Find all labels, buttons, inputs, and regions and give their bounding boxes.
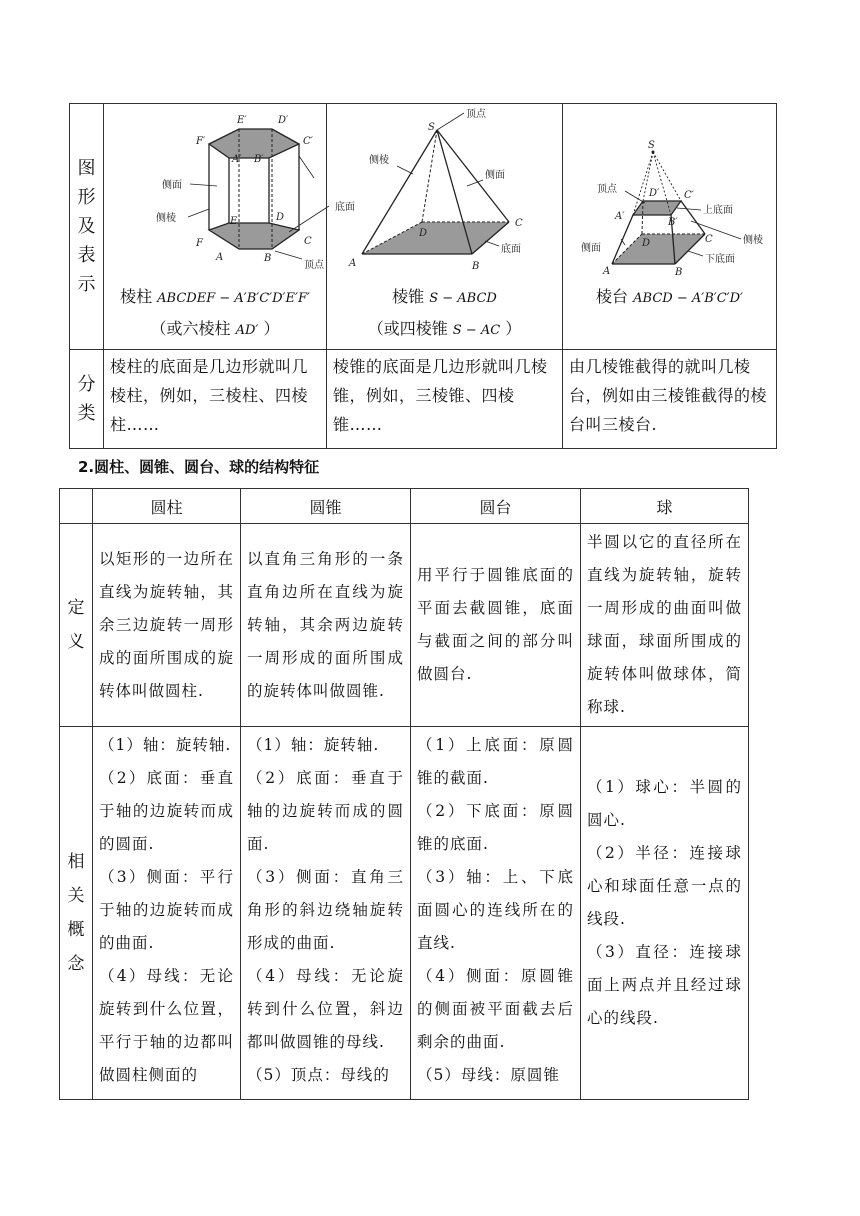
concept-item: （3）侧面：直角三角形的斜边绕轴旋转形成的曲面. [247, 868, 404, 952]
label-F1: F′ [196, 136, 206, 147]
row-header-char: 定 [67, 598, 85, 618]
column-header-frustum: 圆台 [411, 489, 581, 524]
label-B: B [264, 253, 272, 264]
concept-item: （4）侧面：原圆锥的侧面被平面截去后剩余的曲面. [417, 967, 574, 1051]
caption-suffix: ） [505, 319, 522, 338]
note-lateral-edge: 侧棱 [369, 155, 389, 166]
label-D1: D′ [649, 188, 660, 199]
label-D1: D′ [278, 115, 289, 126]
concept-item: （5）母线：原圆锥 [417, 1066, 560, 1084]
note-vertex: 顶点 [466, 109, 486, 120]
note-base: 底面 [501, 244, 521, 255]
label-C: C [304, 236, 312, 247]
note-lower-base: 下底面 [705, 254, 735, 265]
pyramid-classification: 棱锥的底面是几边形就叫几棱锥，例如，三棱锥、四棱锥…… [327, 350, 563, 449]
row-header-char: 及 [77, 216, 96, 237]
label-C1: C′ [303, 136, 313, 147]
row-header-char: 义 [67, 632, 85, 652]
row-header-char: 概 [67, 920, 85, 940]
caption-formula: S − ABCD [429, 291, 497, 306]
note-side-face: 侧面 [581, 243, 601, 254]
solids-table-1 [69, 103, 777, 449]
note-lateral-edge: 侧棱 [743, 235, 763, 246]
label-A: A [349, 258, 357, 269]
pyramid-diagram [327, 104, 562, 282]
section-heading: 2.圆柱、圆锥、圆台、球的结构特征 [78, 458, 320, 476]
pyramid-caption [327, 282, 562, 314]
label-E: E [230, 216, 238, 227]
label-D: D [419, 228, 428, 239]
label-F: F [196, 238, 203, 249]
definition-frustum: 用平行于圆锥底面的平面去截圆锥，底面与截面之间的部分叫做圆台. [411, 524, 581, 727]
concept-item: （3）轴：上、下底面圆心的连线所在的直线. [417, 868, 574, 952]
row-header-char: 念 [67, 954, 85, 974]
note-base: 底面 [335, 202, 355, 213]
concepts-cylinder [93, 727, 241, 1100]
row-header-char: 形 [77, 187, 96, 208]
label-E1: E′ [237, 115, 247, 126]
caption-formula: AD′ [235, 323, 259, 338]
label-B1: B′ [668, 217, 678, 228]
note-vertex: 顶点 [597, 184, 617, 195]
row-header-figures [70, 104, 104, 350]
note-side-face: 侧面 [485, 170, 505, 181]
concept-item: （2）半径：连接球心和球面任意一点的线段. [587, 844, 742, 928]
caption-suffix: ） [263, 319, 280, 338]
frustum-classification: 由几棱锥截得的就叫几棱台，例如由三棱锥截得的棱台叫三棱台. [563, 350, 777, 449]
note-upper-base: 上底面 [703, 205, 733, 216]
prism-caption-2 [104, 314, 326, 346]
column-header-sphere: 球 [581, 489, 749, 524]
caption-prefix: 棱台 [596, 287, 629, 306]
concept-item: （3）侧面：平行于轴的边旋转而成的曲面. [99, 868, 234, 952]
row-header-concepts [60, 727, 93, 1100]
caption-prefix: （或六棱柱 [150, 319, 231, 338]
definition-sphere: 半圆以它的直径所在直线为旋转轴，旋转一周形成的曲面叫做球面，球面所围成的旋转体叫做球体，简称球. [581, 524, 749, 727]
hexagonal-prism-diagram [104, 104, 355, 282]
label-D: D [642, 238, 651, 249]
label-A1: A′ [232, 154, 242, 165]
note-side-face: 侧面 [162, 180, 182, 191]
note-vertex: 顶点 [304, 260, 324, 271]
concept-item: （2）底面：垂直于轴的边旋转而成的圆面. [247, 769, 404, 853]
label-S: S [428, 122, 435, 133]
caption-formula: ABCD − A′B′C′D′ [633, 291, 743, 306]
label-A: A [603, 266, 611, 277]
concept-item: （1）轴：旋转轴. [247, 736, 380, 754]
column-header-cylinder: 圆柱 [93, 489, 241, 524]
definition-cylinder: 以矩形的一边所在直线为旋转轴，其余三边旋转一周形成的面所围成的旋转体叫做圆柱. [93, 524, 241, 727]
row-header-classification [70, 350, 104, 449]
label-S: S [648, 140, 655, 151]
concept-item: （1）球心：半圆的圆心. [587, 778, 742, 829]
caption-formula: ABCDEF − A′B′C′D′E′F′ [157, 291, 310, 306]
column-header-cone: 圆锥 [241, 489, 411, 524]
label-D: D [276, 212, 285, 223]
label-B: B [675, 267, 683, 278]
row-header-char: 关 [67, 886, 85, 906]
row-header-char: 图 [77, 158, 96, 179]
label-A: A [216, 252, 224, 263]
concept-item: （3）直径：连接球面上两点并且经过球心的线段. [587, 943, 742, 1027]
frustum-caption [563, 282, 776, 314]
pyramid-cell [327, 104, 563, 350]
pyramid-figure [327, 104, 562, 282]
concepts-frustum [411, 727, 581, 1100]
concept-item: （2）底面：垂直于轴的边旋转而成的圆面. [99, 769, 234, 853]
concepts-sphere [581, 727, 749, 1100]
caption-prefix: 棱锥 [392, 287, 425, 306]
label-C: C [705, 234, 713, 245]
concept-item: （2）下底面：原圆锥的底面. [417, 802, 574, 853]
label-B1: B′ [254, 154, 264, 165]
label-C: C [515, 218, 523, 229]
definition-cone: 以直角三角形的一条直角边所在直线为旋转轴，其余两边旋转一周形成的面所围成的旋转体叫做圆锥. [241, 524, 411, 727]
frustum-diagram [563, 104, 776, 284]
row-header-char: 分 [77, 374, 96, 395]
label-B: B [472, 261, 480, 272]
label-C1: C′ [684, 190, 694, 201]
frustum-figure [563, 104, 776, 284]
row-header-char: 示 [77, 274, 96, 295]
row-header-char: 表 [77, 245, 96, 266]
prism-figure [104, 104, 355, 282]
frustum-cell [563, 104, 777, 350]
solids-table-2 [59, 488, 749, 1100]
concept-item: （1）上底面：原圆锥的截面. [417, 736, 574, 787]
caption-prefix: （或四棱锥 [367, 319, 448, 338]
caption-prefix: 棱柱 [120, 287, 153, 306]
concepts-cone [241, 727, 411, 1100]
prism-caption [104, 282, 326, 314]
prism-classification: 棱柱的底面是几边形就叫几棱柱，例如，三棱柱、四棱柱…… [104, 350, 327, 449]
concept-item: （1）轴：旋转轴. [99, 736, 232, 754]
caption-formula: S − AC [452, 323, 501, 338]
row-header-char: 类 [77, 403, 96, 424]
corner-cell [60, 489, 93, 524]
label-A1: A′ [615, 211, 625, 222]
prism-cell [104, 104, 355, 350]
concept-item: （4）母线：无论旋转到什么位置，斜边都叫做圆锥的母线. [247, 967, 404, 1051]
note-lateral-edge: 侧棱 [156, 213, 176, 224]
row-header-definition [60, 524, 93, 727]
row-header-char: 相 [67, 852, 85, 872]
concept-item: （4）母线：无论旋转到什么位置，平行于轴的边都叫做圆柱侧面的 [99, 967, 234, 1084]
pyramid-caption-2 [327, 314, 562, 346]
concept-item: （5）顶点：母线的 [247, 1066, 390, 1084]
